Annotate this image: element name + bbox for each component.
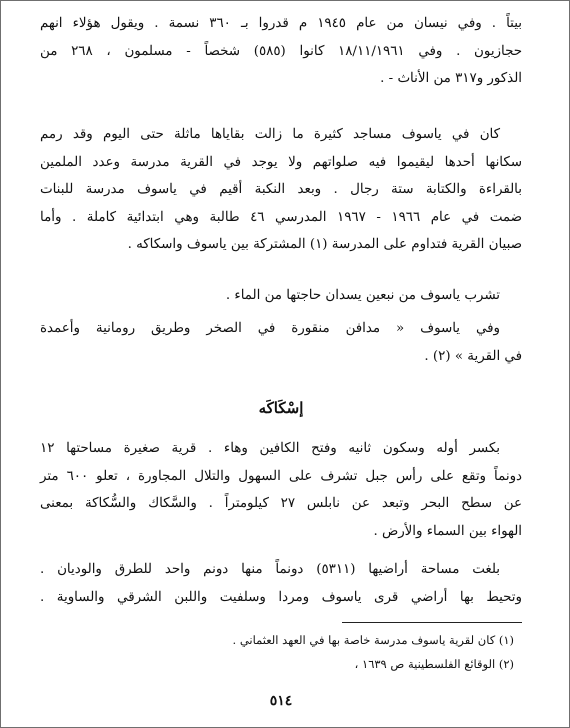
text-line: صبيان القرية فتداوم على المدرسة (١) المشتركة بين ياسوف واسكاكه . — [127, 237, 522, 252]
text-line: سكانها أحدها ليقيموا فيه صلواتهم ولا يوجد في القرية مدرسة وعدد الملمين — [40, 154, 522, 170]
text-line: دونماً وتقع على رأس جبل تشرف على السهول والتلال المجاورة ، تعلو ٦٠٠ متر — [40, 468, 523, 484]
paragraph-mosques-schools — [40, 121, 522, 259]
text-line: في القرية » (٢) . — [424, 348, 522, 364]
text-line: تشرب ياسوف من نبعين يسدان حاجتها من الماء . — [225, 288, 500, 303]
section-title: إسْكَاكَه — [258, 399, 304, 417]
footnotes — [40, 628, 522, 676]
paragraph-water — [40, 282, 522, 310]
paragraph-iskaka-lands — [40, 556, 522, 611]
footnote-2: (٢) الوقائع الفلسطينية ص ١٦٣٩ ، — [354, 657, 514, 671]
text-line: كان في ياسوف مساجد كثيرة ما زالت بقاياها ماثلة حتى اليوم وقد رمم — [40, 127, 500, 142]
paragraph-iskaka-description — [40, 435, 522, 545]
document-page — [40, 10, 522, 715]
footnote-separator — [342, 622, 522, 623]
text-line: بكسر أوله وسكون ثانيه وفتح الكافين وهاء . قرية صغيرة مساحتها ١٢ — [40, 441, 500, 456]
text-line: عن سطح البحر وتبعد عن نابلس ٢٧ كيلومتراً . والسَّكاك والسُّكاكة بمعنى — [40, 496, 522, 511]
text-line: وفي ياسوف « مدافن منقورة في الصخر وطريق رومانية وأعمدة — [40, 321, 500, 336]
text-line: بلغت مساحة أراضيها (٥٣١١) دونماً منها دونم واحد للطرق والوديان . — [40, 562, 500, 577]
paragraph-population — [40, 10, 522, 93]
text-line: الهواء بين السماء والأرض . — [373, 523, 522, 539]
text-line: الذكور و٣١٧ من الأناث - . — [380, 71, 522, 86]
paragraph-tombs — [40, 315, 522, 370]
text-line: بالقراءة والكتابة ستة رجال . وبعد النكبة أقيم في ياسوف مدرسة للبنات — [40, 182, 522, 197]
footnote-1: (١) كان لقرية ياسوف مدرسة خاصة بها في العهد العثماني . — [232, 633, 514, 647]
text-line: بيتاً . وفي نيسان من عام ١٩٤٥ م قدروا بـ ٣٦٠ نسمة . ويقول هؤلاء انهم — [40, 16, 522, 31]
text-line: حجازيون . وفي ١٨/١١/١٩٦١ كانوا (٥٨٥) شخصاً - مسلمون ، ٢٦٨ من — [40, 43, 523, 59]
page-number: ٥١٤ — [269, 693, 293, 709]
text-line: ضمت في عام ١٩٦٦ - ١٩٦٧ المدرسي ٤٦ طالبة وهي ابتدائية كاملة . وأما — [40, 209, 523, 225]
text-line: وتحيط بها أراضي قرى ياسوف ومردا وسلفيت واللبن الشرقي والساوية . — [40, 589, 522, 605]
